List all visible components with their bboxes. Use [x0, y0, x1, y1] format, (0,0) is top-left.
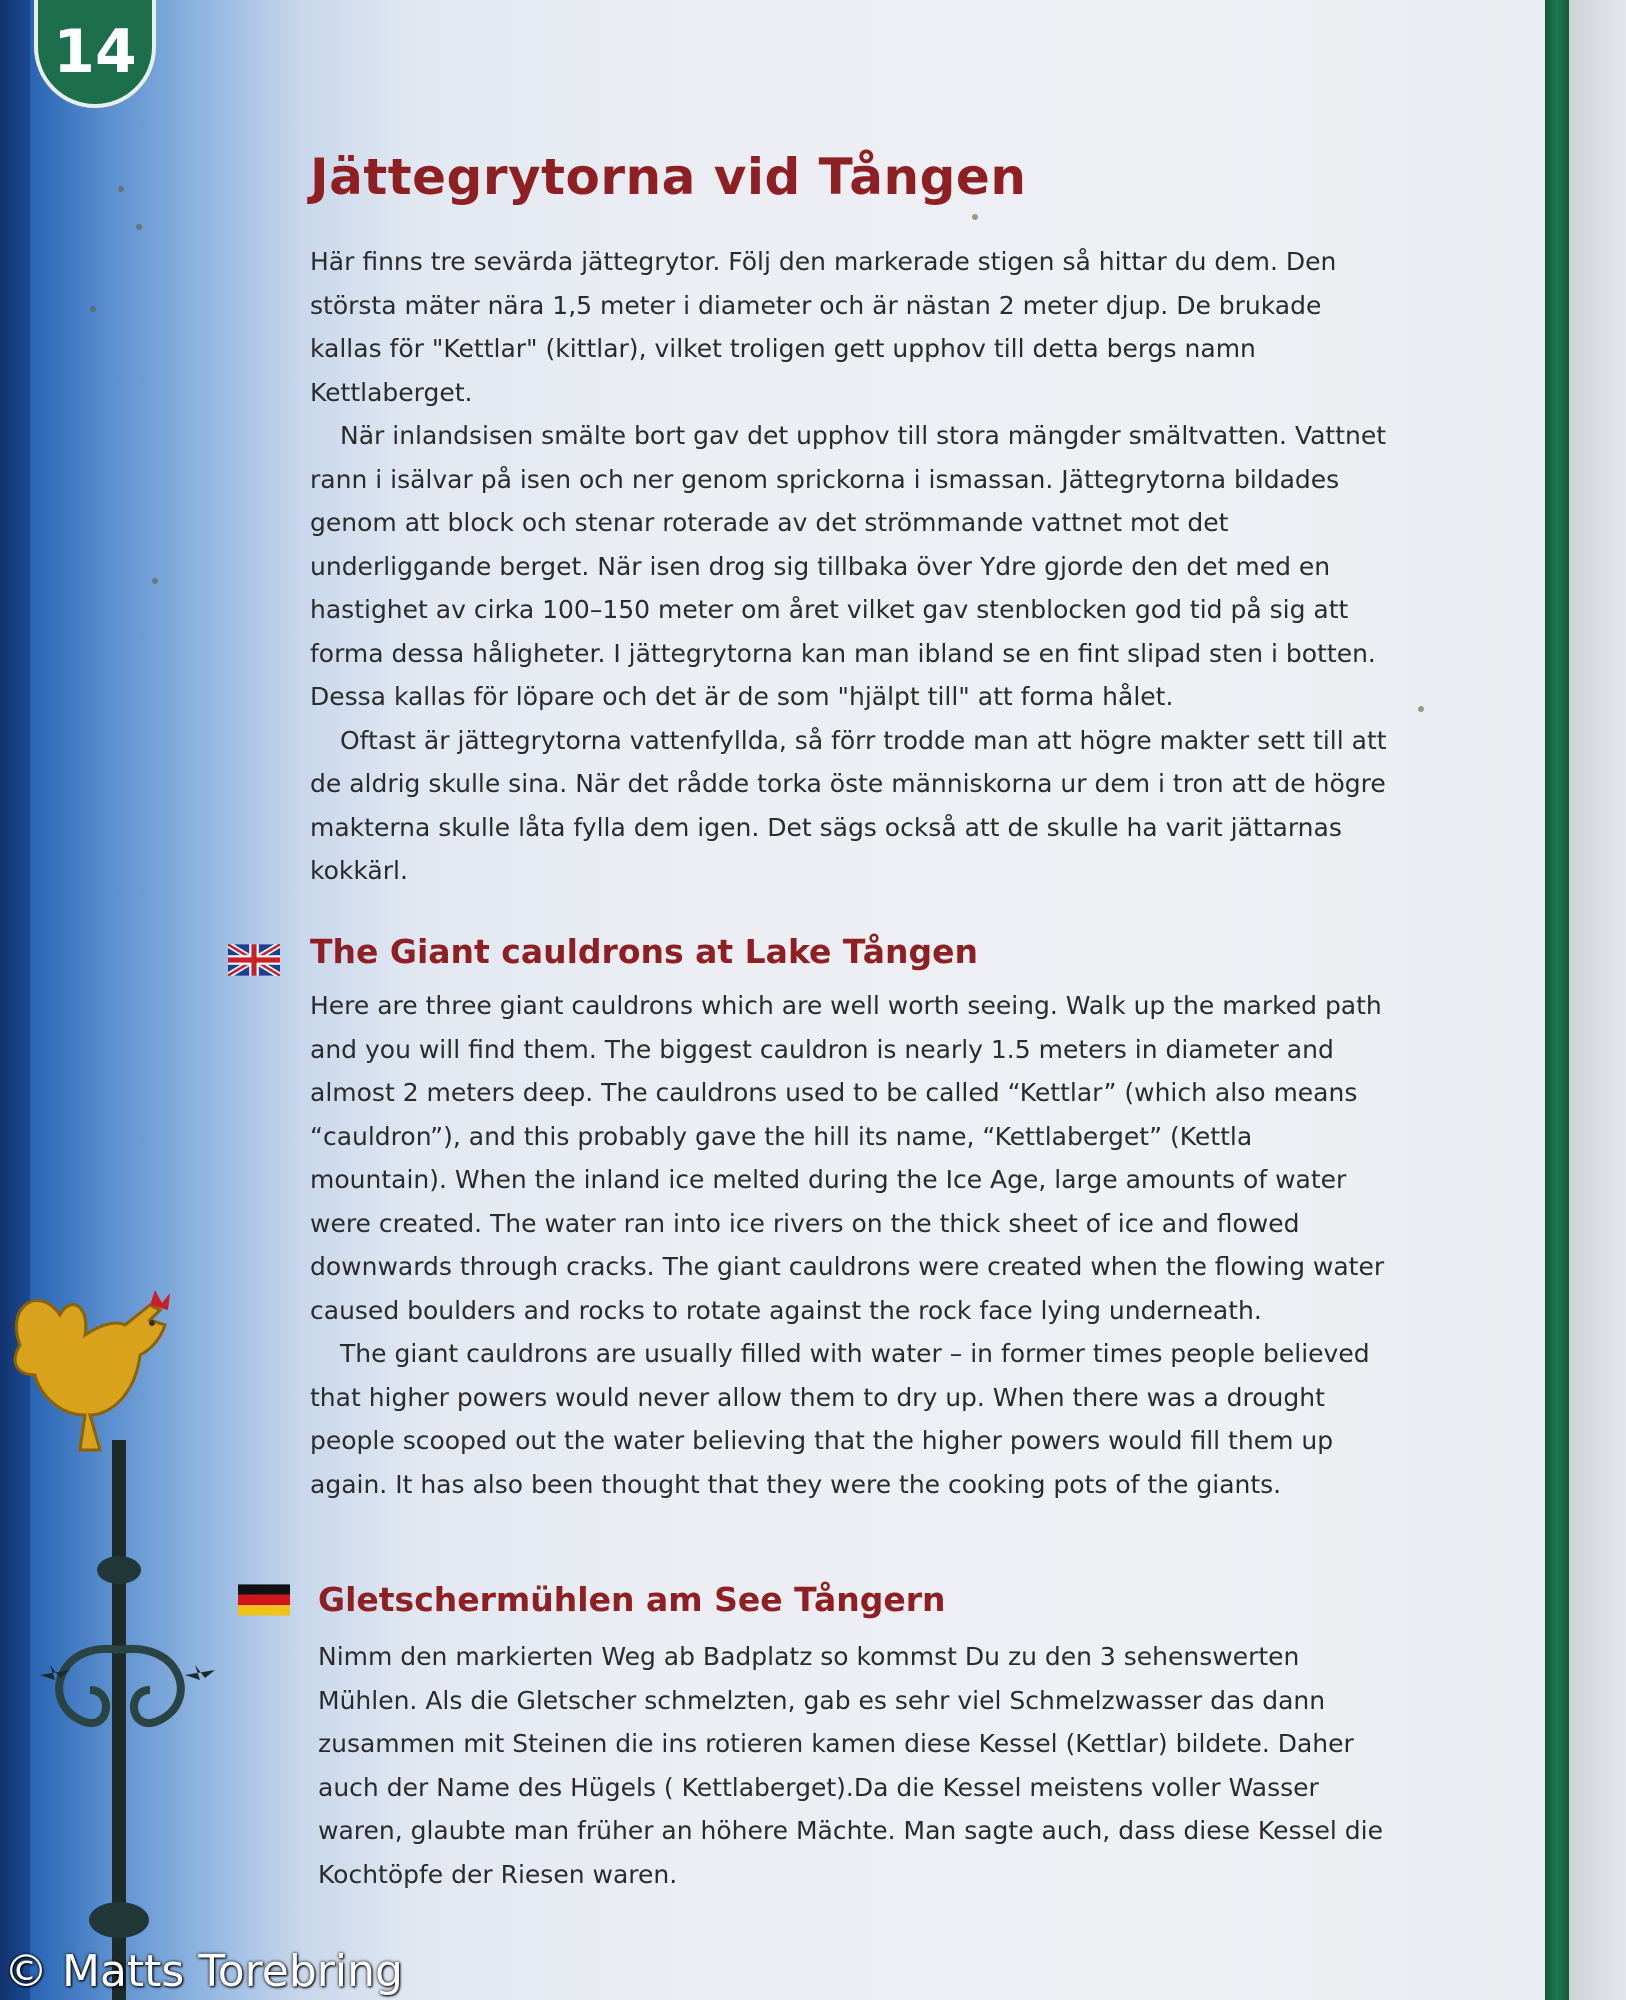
speck	[152, 578, 158, 584]
weather-vane-icon	[20, 1440, 220, 2000]
station-number-badge: 14	[34, 0, 156, 108]
english-title: The Giant cauldrons at Lake Tången	[310, 932, 979, 971]
swedish-section-body	[310, 240, 1390, 893]
speck	[90, 306, 96, 312]
english-section-title	[310, 932, 1390, 971]
english-section-body	[310, 984, 1390, 1506]
uk-flag-icon	[228, 944, 280, 976]
rooster-icon	[0, 1265, 190, 1465]
sign-green-stripe	[1545, 0, 1569, 2000]
photo-credit: © Matts Torebring	[4, 1946, 403, 1997]
swedish-paragraph-2: När inlandsisen smälte bort gav det upphov till stora mängder smältvatten. Vattnet rann i isälvar på isen och ner genom sprickorna i ismassan. Jättegrytorna bildades genom att block och stenar roterade av det strömmande vattnet mot det underliggande berget. När isen drog sig tillbaka över Ydre gjorde den det med en hastighet av cirka 100–150 meter om året vilket gav stenblocken god tid på sig att forma dessa håligheter. I jättegrytorna kan man ibland se en fint slipad sten i botten. Dessa kallas för löpare och det är de som "hjälpt till" att forma hålet.	[310, 421, 1387, 711]
swedish-paragraph-3: Oftast är jättegrytorna vattenfyllda, så förr trodde man att högre makter sett till att de aldrig skulle sina. När det rådde torka öste människorna ur dem i tron att de högre makterna skulle låta fylla dem igen. Det sägs också att de skulle ha varit jättarnas kokkärl.	[310, 725, 1387, 885]
german-section-body	[318, 1635, 1398, 1896]
german-title: Gletschermühlen am See Tångern	[318, 1580, 946, 1619]
swedish-paragraph-1: Här finns tre sevärda jättegrytor. Följ den markerade stigen så hittar du dem. Den största mäter nära 1,5 meter i diameter och är nästan 2 meter djup. De brukade kallas för "Kettlar" (kittlar), vilket troligen gett upphov till detta bergs namn Kettlaberget.	[310, 247, 1337, 407]
swedish-section-title	[310, 148, 1390, 206]
speck	[1418, 706, 1424, 712]
sign-frame	[1569, 0, 1626, 2000]
german-section-title	[318, 1580, 1398, 1619]
swedish-title: Jättegrytorna vid Tången	[310, 148, 1027, 206]
german-flag-icon	[238, 1584, 290, 1616]
speck	[972, 214, 978, 220]
german-paragraph-1: Nimm den markierten Weg ab Badplatz so kommst Du zu den 3 sehenswerten Mühlen. Als die Gletscher schmelzten, gab es sehr viel Schmelzwasser das dann zusammen mit Steinen die ins rotieren kamen diese Kessel (Kettlar) bildete. Daher auch der Name des Hügels ( Kettlaberget).Da die Kessel meistens voller Wasser waren, glaubte man früher an höhere Mächte. Man sagte auch, dass diese Kessel die Kochtöpfe der Riesen waren.	[318, 1642, 1383, 1889]
speck	[118, 186, 124, 192]
english-paragraph-2: The giant cauldrons are usually filled with water – in former times people believed that higher powers would never allow them to dry up. When there was a drought people scooped out the water believing that the higher powers would fill them up again. It has also been thought that they were the cooking pots of the giants.	[310, 1339, 1370, 1499]
english-paragraph-1: Here are three giant cauldrons which are well worth seeing. Walk up the marked path and you will find them. The biggest cauldron is nearly 1.5 meters in diameter and almost 2 meters deep. The cauldrons used to be called “Kettlar” (which also means “cauldron”), and this probably gave the hill its name, “Kettlaberget” (Kettla mountain). When the inland ice melted during the Ice Age, large amounts of water were created. The water ran into ice rivers on the thick sheet of ice and flowed downwards through cracks. The giant cauldrons were created when the flowing water caused boulders and rocks to rotate against the rock face lying underneath.	[310, 991, 1385, 1325]
speck	[136, 224, 142, 230]
